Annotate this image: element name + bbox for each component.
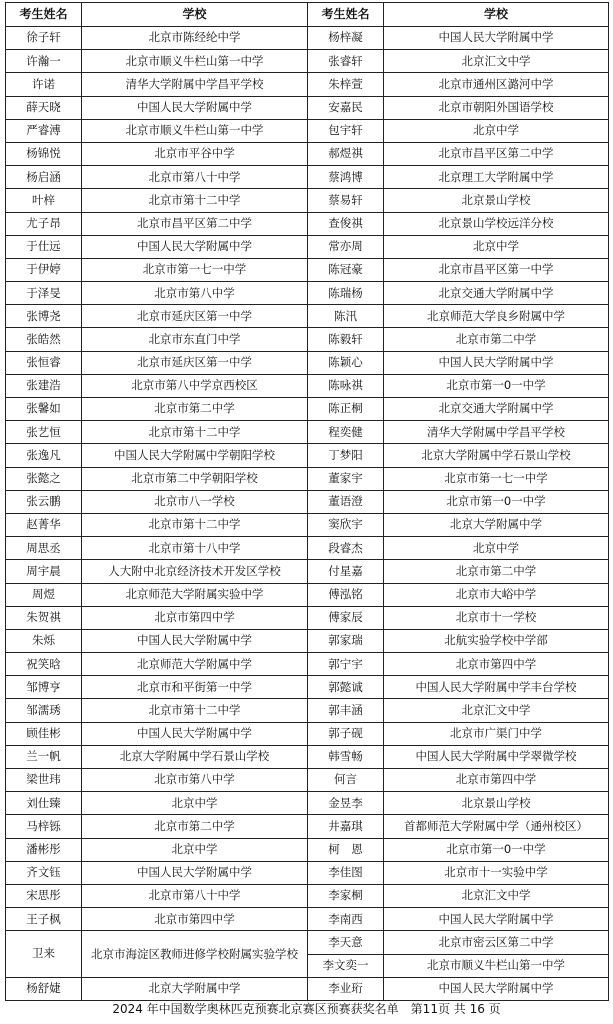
student-name: 杨梓凝 <box>308 27 384 50</box>
student-name: 董语澄 <box>308 490 384 513</box>
student-name: 陈正桐 <box>308 398 384 421</box>
school-name: 北京市陈经纶中学 <box>82 27 308 50</box>
student-name: 朱贺祺 <box>6 606 82 629</box>
table-row <box>6 212 609 235</box>
school-name: 北京市第一七一中学 <box>384 467 609 490</box>
school-name: 北京师范大学良乡附属中学 <box>384 305 609 328</box>
school-name: 北京市顺义牛栏山第一中学 <box>82 119 308 142</box>
student-name: 李南西 <box>308 908 384 931</box>
school-name: 北京市第二中学 <box>384 560 609 583</box>
student-name: 董家宇 <box>308 467 384 490</box>
school-name: 北航实验学校中学部 <box>384 629 609 652</box>
table-row <box>6 27 609 50</box>
student-name: 傅泓铭 <box>308 583 384 606</box>
student-name: 程奕健 <box>308 421 384 444</box>
school-name: 北京市平谷中学 <box>82 142 308 165</box>
student-name: 丁梦阳 <box>308 444 384 467</box>
table-row <box>6 421 609 444</box>
student-name: 宋思彤 <box>6 884 82 907</box>
school-name: 北京市东直门中学 <box>82 328 308 351</box>
student-name: 张懿之 <box>6 467 82 490</box>
school-name: 北京大学附属中学 <box>82 977 308 1000</box>
school-name: 北京市第八中学京西校区 <box>82 374 308 397</box>
student-name: 朱烁 <box>6 629 82 652</box>
page-footer: 2024 年中国数学奥林匹克预赛北京赛区预赛获奖名单 第11页 共 16 页 <box>112 1002 501 1016</box>
school-name: 北京市第一0一中学 <box>384 490 609 513</box>
school-name: 首都师范大学附属中学（通州校区） <box>384 815 609 838</box>
student-name: 许瀚一 <box>6 50 82 73</box>
student-name: 张逸凡 <box>6 444 82 467</box>
student-name: 张馨如 <box>6 398 82 421</box>
school-name: 中国人民大学附属中学 <box>82 96 308 119</box>
school-name: 北京市海淀区教师进修学校附属实验学校 <box>82 931 308 977</box>
student-name: 陈瑞杨 <box>308 282 384 305</box>
table-row <box>6 861 609 884</box>
student-name: 郝煜祺 <box>308 142 384 165</box>
school-name: 北京市第十八中学 <box>82 537 308 560</box>
student-name: 杨锦悦 <box>6 142 82 165</box>
school-name: 北京汇文中学 <box>384 699 609 722</box>
school-name: 中国人民大学附属中学朝阳学校 <box>82 444 308 467</box>
school-name: 北京市第四中学 <box>82 606 308 629</box>
school-name: 北京交通大学附属中学 <box>384 282 609 305</box>
school-name: 北京市十一实验中学 <box>384 861 609 884</box>
table-row <box>6 119 609 142</box>
table-row <box>6 629 609 652</box>
table-header-row <box>6 3 609 27</box>
student-name: 杨启涵 <box>6 166 82 189</box>
table-row <box>6 722 609 745</box>
school-name: 北京中学 <box>384 537 609 560</box>
table-row <box>6 931 609 954</box>
school-name: 北京市昌平区第二中学 <box>384 142 609 165</box>
student-name: 韩雪畅 <box>308 745 384 768</box>
school-name: 中国人民大学附属中学 <box>384 908 609 931</box>
student-name: 张皓然 <box>6 328 82 351</box>
student-name: 陈汛 <box>308 305 384 328</box>
school-name: 北京市延庆区第一中学 <box>82 305 308 328</box>
table-row <box>6 908 609 931</box>
table-row <box>6 792 609 815</box>
school-name: 北京景山学校 <box>384 189 609 212</box>
table-row <box>6 490 609 513</box>
table-row <box>6 189 609 212</box>
student-name: 严睿溥 <box>6 119 82 142</box>
student-name: 查俊祺 <box>308 212 384 235</box>
school-name: 北京市延庆区第一中学 <box>82 351 308 374</box>
school-name: 北京中学 <box>82 838 308 861</box>
table-row <box>6 583 609 606</box>
school-name: 北京市第四中学 <box>384 769 609 792</box>
school-name: 北京市第二中学朝阳学校 <box>82 467 308 490</box>
student-name: 金昱李 <box>308 792 384 815</box>
school-name: 中国人民大学附属中学 <box>82 629 308 652</box>
school-name: 中国人民大学附属中学 <box>82 861 308 884</box>
school-name: 北京市第二中学 <box>82 398 308 421</box>
school-name: 北京市第一0一中学 <box>384 838 609 861</box>
table-row <box>6 653 609 676</box>
student-name: 杨舒婕 <box>6 977 82 1000</box>
table-row <box>6 513 609 536</box>
student-name: 安嘉民 <box>308 96 384 119</box>
table-row <box>6 444 609 467</box>
table-row <box>6 769 609 792</box>
school-name: 北京市朝阳外国语学校 <box>384 96 609 119</box>
school-name: 北京市第八中学 <box>82 769 308 792</box>
student-name: 于伊婷 <box>6 258 82 281</box>
student-name: 尤子昂 <box>6 212 82 235</box>
student-name: 张恒睿 <box>6 351 82 374</box>
table-row <box>6 305 609 328</box>
student-name: 于泽旻 <box>6 282 82 305</box>
roster-body <box>6 27 609 1001</box>
student-name: 邹博亨 <box>6 676 82 699</box>
table-row <box>6 699 609 722</box>
table-row <box>6 235 609 258</box>
school-name: 北京市昌平区第二中学 <box>82 212 308 235</box>
table-row <box>6 328 609 351</box>
school-name: 北京汇文中学 <box>384 884 609 907</box>
school-name: 北京市和平街第一中学 <box>82 676 308 699</box>
student-name: 陈咏祺 <box>308 374 384 397</box>
student-name: 叶梓 <box>6 189 82 212</box>
student-name: 常亦周 <box>308 235 384 258</box>
student-name: 何言 <box>308 769 384 792</box>
student-name: 薛天晓 <box>6 96 82 119</box>
student-name: 许诺 <box>6 73 82 96</box>
school-name: 北京市第十二中学 <box>82 513 308 536</box>
student-name: 周宇晨 <box>6 560 82 583</box>
student-name: 郭子砚 <box>308 722 384 745</box>
school-name: 北京市八一学校 <box>82 490 308 513</box>
school-name: 清华大学附属中学昌平学校 <box>82 73 308 96</box>
school-name: 中国人民大学附属中学 <box>384 351 609 374</box>
school-name: 北京景山学校远洋分校 <box>384 212 609 235</box>
school-name: 北京市十一学校 <box>384 606 609 629</box>
table-row <box>6 398 609 421</box>
school-name: 北京交通大学附属中学 <box>384 398 609 421</box>
student-name: 李佳图 <box>308 861 384 884</box>
student-name: 张建浩 <box>6 374 82 397</box>
school-name: 北京市第一七一中学 <box>82 258 308 281</box>
student-name: 付星嘉 <box>308 560 384 583</box>
student-name: 段睿杰 <box>308 537 384 560</box>
student-name: 李文奕一 <box>308 954 384 977</box>
student-name: 柯 恩 <box>308 838 384 861</box>
school-name: 北京市第四中学 <box>384 653 609 676</box>
school-name: 北京市第八中学 <box>82 282 308 305</box>
table-row <box>6 537 609 560</box>
student-name: 张艺恒 <box>6 421 82 444</box>
student-name: 王子枫 <box>6 908 82 931</box>
table-row <box>6 73 609 96</box>
student-name: 赵菁华 <box>6 513 82 536</box>
student-name: 傅家辰 <box>308 606 384 629</box>
award-roster-table <box>5 2 609 1001</box>
student-name: 李天意 <box>308 931 384 954</box>
table-row <box>6 745 609 768</box>
school-name: 北京中学 <box>384 119 609 142</box>
school-name: 北京市第二中学 <box>384 328 609 351</box>
school-name: 北京大学附属中学 <box>384 513 609 536</box>
school-name: 北京师范大学附属实验中学 <box>82 583 308 606</box>
student-name: 祝笑晗 <box>6 653 82 676</box>
student-name: 陈冠豪 <box>308 258 384 281</box>
table-row <box>6 977 609 1000</box>
school-name: 北京市大峪中学 <box>384 583 609 606</box>
school-name: 北京师范大学附属中学 <box>82 653 308 676</box>
table-row <box>6 374 609 397</box>
student-name: 朱梓萱 <box>308 73 384 96</box>
student-name: 周煜 <box>6 583 82 606</box>
table-row <box>6 351 609 374</box>
school-name: 北京大学附属中学石景山学校 <box>384 444 609 467</box>
school-name: 北京理工大学附属中学 <box>384 166 609 189</box>
school-name: 北京市顺义牛栏山第一中学 <box>82 50 308 73</box>
school-name: 北京市通州区潞河中学 <box>384 73 609 96</box>
student-name: 郭懿诚 <box>308 676 384 699</box>
student-name: 卫来 <box>6 931 82 977</box>
student-name: 陈毅轩 <box>308 328 384 351</box>
table-row <box>6 166 609 189</box>
table-row <box>6 142 609 165</box>
table-row <box>6 606 609 629</box>
student-name: 顾佳彬 <box>6 722 82 745</box>
student-name: 张博尧 <box>6 305 82 328</box>
student-name: 于仕远 <box>6 235 82 258</box>
student-name: 郭丰涵 <box>308 699 384 722</box>
school-name: 北京市广渠门中学 <box>384 722 609 745</box>
school-name: 北京景山学校 <box>384 792 609 815</box>
student-name: 徐子轩 <box>6 27 82 50</box>
student-name: 邹濡琇 <box>6 699 82 722</box>
student-name: 井嘉琪 <box>308 815 384 838</box>
student-name: 张云鹏 <box>6 490 82 513</box>
header-name-right: 考生姓名 <box>308 3 384 27</box>
school-name: 清华大学附属中学昌平学校 <box>384 421 609 444</box>
student-name: 蔡易轩 <box>308 189 384 212</box>
table-row <box>6 676 609 699</box>
school-name: 北京市顺义牛栏山第一中学 <box>384 954 609 977</box>
student-name: 周思丞 <box>6 537 82 560</box>
school-name: 中国人民大学附属中学 <box>82 235 308 258</box>
school-name: 人大附中北京经济技术开发区学校 <box>82 560 308 583</box>
student-name: 马梓铄 <box>6 815 82 838</box>
header-school-left: 学校 <box>82 3 308 27</box>
student-name: 潘彬彤 <box>6 838 82 861</box>
student-name: 郭家瑞 <box>308 629 384 652</box>
table-row <box>6 560 609 583</box>
table-row <box>6 815 609 838</box>
table-row <box>6 258 609 281</box>
student-name: 兰一帆 <box>6 745 82 768</box>
student-name: 陈颖心 <box>308 351 384 374</box>
school-name: 北京大学附属中学石景山学校 <box>82 745 308 768</box>
school-name: 中国人民大学附属中学 <box>82 722 308 745</box>
school-name: 北京市密云区第二中学 <box>384 931 609 954</box>
table-row <box>6 884 609 907</box>
school-name: 北京市第八十中学 <box>82 884 308 907</box>
student-name: 蔡鸿博 <box>308 166 384 189</box>
school-name: 北京市第十二中学 <box>82 189 308 212</box>
school-name: 北京中学 <box>82 792 308 815</box>
student-name: 李家桐 <box>308 884 384 907</box>
table-row <box>6 50 609 73</box>
school-name: 北京市第十二中学 <box>82 699 308 722</box>
school-name: 北京市昌平区第一中学 <box>384 258 609 281</box>
student-name: 刘仕臻 <box>6 792 82 815</box>
student-name: 张睿轩 <box>308 50 384 73</box>
student-name: 窦欣宇 <box>308 513 384 536</box>
school-name: 中国人民大学附属中学丰台学校 <box>384 676 609 699</box>
school-name: 北京市第八十中学 <box>82 166 308 189</box>
student-name: 梁世玮 <box>6 769 82 792</box>
school-name: 北京汇文中学 <box>384 50 609 73</box>
school-name: 中国人民大学附属中学 <box>384 977 609 1000</box>
school-name: 北京市第一0一中学 <box>384 374 609 397</box>
student-name: 郭宁宇 <box>308 653 384 676</box>
table-row <box>6 96 609 119</box>
student-name: 李业珩 <box>308 977 384 1000</box>
school-name: 北京市第二中学 <box>82 815 308 838</box>
table-row <box>6 838 609 861</box>
school-name: 北京市第四中学 <box>82 908 308 931</box>
table-row <box>6 282 609 305</box>
table-row <box>6 467 609 490</box>
student-name: 包宇轩 <box>308 119 384 142</box>
header-school-right: 学校 <box>384 3 609 27</box>
school-name: 中国人民大学附属中学 <box>384 27 609 50</box>
school-name: 北京市第十二中学 <box>82 421 308 444</box>
school-name: 中国人民大学附属中学翠微学校 <box>384 745 609 768</box>
header-name-left: 考生姓名 <box>6 3 82 27</box>
school-name: 北京中学 <box>384 235 609 258</box>
student-name: 齐文钰 <box>6 861 82 884</box>
